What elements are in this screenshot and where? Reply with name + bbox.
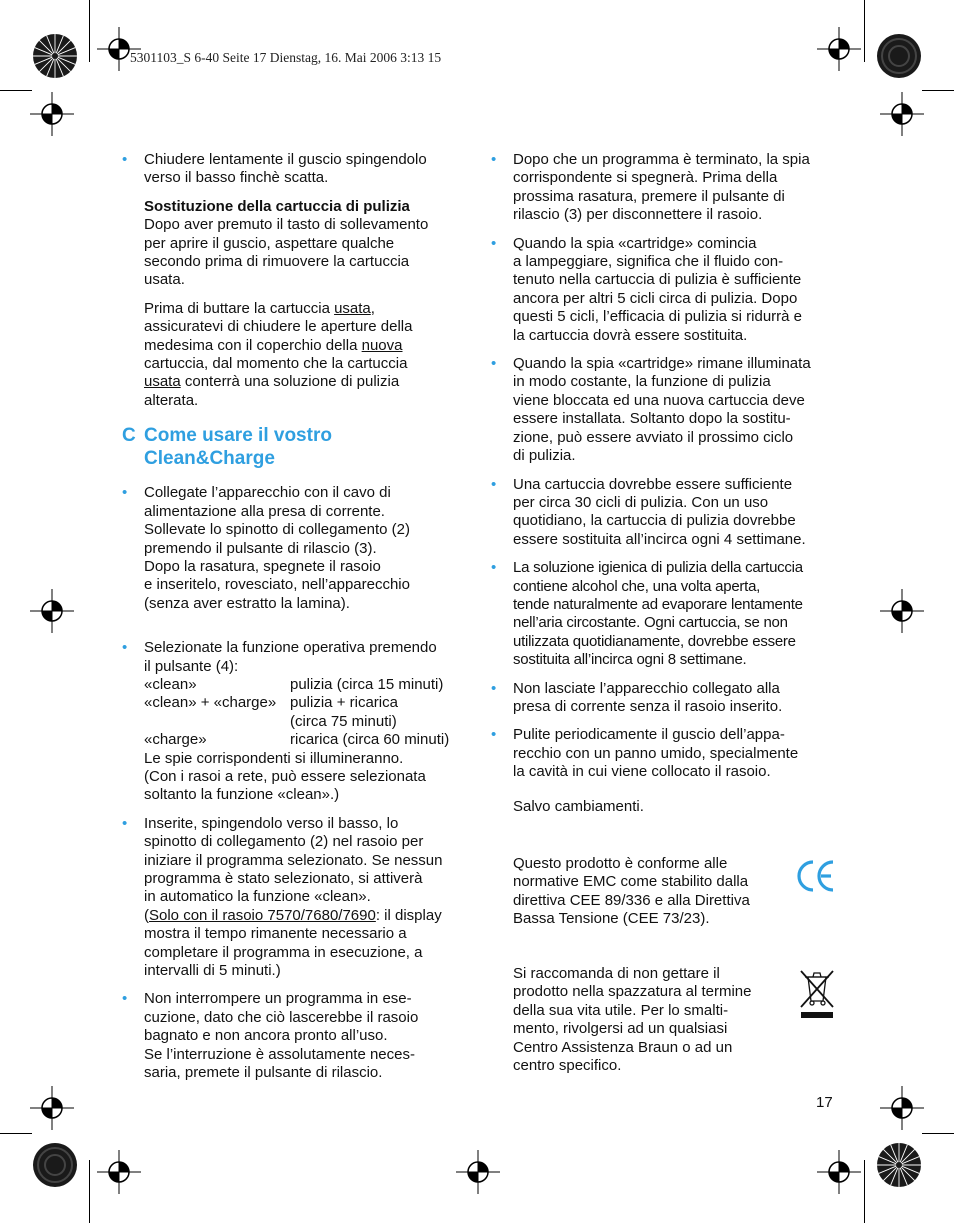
text-line: tenuto nella cartuccia di pulizia è sufficiente	[513, 271, 802, 289]
list-item	[122, 815, 467, 981]
text-line: cartuccia, dal momento che la cartuccia	[144, 355, 408, 373]
list-item	[491, 476, 836, 550]
registration-mark-icon	[97, 27, 141, 71]
text-line: intervalli di 5 minuti.)	[144, 962, 281, 980]
text-line: mento, rivolgersi ad un qualsiasi	[513, 1020, 728, 1038]
text-line: Dopo aver premuto il tasto di sollevamento	[144, 216, 429, 234]
text-line: Centro Assistenza Braun o ad un	[513, 1038, 733, 1056]
list-item	[491, 726, 836, 781]
text-line: alterata.	[144, 391, 199, 409]
text-line: Le spie corrispondenti si illumineranno.	[144, 749, 404, 767]
option-row	[144, 694, 467, 712]
bullet-icon: •	[122, 639, 128, 657]
text-line: nell’aria circostante. Ogni cartuccia, se non	[513, 614, 788, 632]
text-span: ,	[370, 299, 375, 317]
underlined-phrase: Solo con il rasoio 7570/7680/7690	[149, 906, 376, 924]
list-item	[491, 235, 836, 345]
text-line: Se l’interruzione è assolutamente neces-	[144, 1045, 415, 1063]
option-row	[144, 731, 467, 749]
list-item	[122, 639, 467, 805]
registration-mark-icon	[817, 27, 861, 71]
text-span: : il display	[375, 906, 442, 924]
bullet-icon: •	[491, 726, 497, 744]
text-line: utilizzata quotidianamente, dovrebbe essere	[513, 632, 796, 650]
text-line: sostituita all’incirca ogni 8 settimane.	[513, 651, 747, 669]
text-line: iniziare il programma selezionato. Se nessun	[144, 851, 443, 869]
text-line: e inseritelo, rovesciato, nell’apparecchio	[144, 576, 410, 594]
option-value: pulizia + ricarica	[290, 694, 398, 712]
registration-mark-icon	[97, 1150, 141, 1194]
text-line: (Con i rasoi a rete, può essere selezionata	[144, 767, 426, 785]
text-line: per circa 30 cicli di pulizia. Con un uso	[513, 493, 769, 511]
bullet-icon: •	[491, 475, 497, 493]
text-line: presa di corrente senza il rasoio inserito.	[513, 697, 783, 715]
text-line	[144, 907, 467, 925]
text-line: verso il basso finchè scatta.	[144, 169, 329, 187]
text-line: della sua vita utile. Per lo smalti-	[513, 1001, 729, 1019]
print-header: 5301103_S 6-40 Seite 17 Dienstag, 16. Mai 2006 3:13 15	[130, 50, 442, 65]
option-value: (circa 75 minuti)	[290, 712, 397, 730]
registration-mark-icon	[880, 589, 924, 633]
note-block	[491, 965, 836, 1075]
section-letter: C	[122, 425, 136, 447]
underlined-word: usata	[334, 299, 371, 317]
registration-mark-icon	[30, 1086, 74, 1130]
starburst-target-icon	[32, 33, 78, 79]
text-line: bagnato e non ancora pronto all’uso.	[144, 1027, 388, 1045]
text-line: premendo il pulsante di rilascio (3).	[144, 539, 377, 557]
text-span: Prima di buttare la cartuccia	[144, 299, 335, 317]
crop-line	[89, 1160, 90, 1223]
text-line: Si raccomanda di non gettare il	[513, 965, 720, 982]
text-line: Quando la spia «cartridge» comincia	[513, 234, 757, 252]
crop-line	[89, 0, 90, 62]
option-key: «charge»	[144, 731, 207, 749]
option-row	[144, 713, 467, 731]
text-span: medesima con il coperchio della	[144, 336, 362, 354]
text-line	[144, 373, 467, 391]
text-line: alimentazione alla presa di corrente.	[144, 502, 385, 520]
registration-mark-icon	[30, 589, 74, 633]
note-block	[491, 855, 836, 929]
starburst-target-icon	[876, 1142, 922, 1188]
text-line: usata.	[144, 271, 185, 289]
text-line: zione, può essere avviato il prossimo ciclo	[513, 428, 794, 446]
text-line: Bassa Tensione (CEE 73/23).	[513, 910, 710, 928]
disclaimer	[491, 798, 836, 816]
registration-mark-icon	[30, 92, 74, 136]
right-column	[491, 151, 836, 826]
text-line: essere sostituita all’incirca ogni 4 settimane.	[513, 530, 806, 548]
text-line: secondo prima di rimuovere la cartuccia	[144, 253, 410, 271]
list-item	[491, 559, 836, 669]
ce-mark-icon	[796, 858, 836, 894]
text-line: Pulite periodicamente il guscio dell’appa-	[513, 726, 785, 744]
page-number: 17	[816, 1094, 833, 1111]
underlined-word: usata	[144, 373, 181, 391]
option-key: «clean» + «charge»	[144, 694, 277, 712]
weee-notice	[491, 965, 836, 1075]
registration-mark-icon	[817, 1150, 861, 1194]
registration-mark-icon	[456, 1150, 500, 1194]
text-line: tende naturalmente ad evaporare lentamente	[513, 595, 803, 613]
text-line: a lampeggiare, significa che il fluido con-	[513, 253, 784, 271]
bullet-icon: •	[122, 814, 128, 832]
crossed-bin-icon	[797, 967, 837, 1021]
underlined-word: nuova	[361, 336, 403, 354]
note-text	[513, 965, 793, 1075]
text-line: quotidiano, la cartuccia di pulizia dovrebbe	[513, 512, 796, 530]
text-line: Dopo la rasatura, spegnete il rasoio	[144, 557, 381, 575]
starburst-target-icon	[876, 33, 922, 79]
bullet-icon: •	[491, 679, 497, 697]
text-line: Non interrompere un programma in ese-	[144, 990, 412, 1008]
text-line: recchio con un panno umido, specialmente	[513, 744, 799, 762]
list-item	[122, 484, 467, 613]
text-line: Selezionate la funzione operativa premendo	[144, 639, 437, 657]
text-line: La soluzione igienica di pulizia della cartuccia	[513, 559, 803, 577]
option-key: «clean»	[144, 675, 197, 693]
text-line: Chiudere lentamente il guscio spingendolo	[144, 151, 427, 168]
text-line: viene bloccata ed una nuova cartuccia deve	[513, 391, 805, 409]
text-line: Dopo che un programma è terminato, la spia	[513, 151, 810, 168]
text-line: per aprire il guscio, aspettare qualche	[144, 234, 395, 252]
text-line: ancora per altri 5 cicli circa di pulizia. Dopo	[513, 289, 798, 307]
text-line: in automatico la funzione «clean».	[144, 888, 371, 906]
subheading: Sostituzione della cartuccia di pulizia	[144, 197, 410, 215]
section-title-line: Come usare il vostro	[144, 425, 332, 447]
list-item	[491, 151, 836, 225]
text-line: normative EMC come stabilito dalla	[513, 873, 749, 891]
text-span: conterrà una soluzione di pulizia	[180, 373, 400, 391]
ce-notice	[491, 855, 836, 929]
list-item	[122, 990, 467, 1082]
section-heading	[122, 424, 467, 470]
starburst-target-icon	[32, 1142, 78, 1188]
bullet-icon: •	[122, 151, 128, 168]
text-line: soltanto la funzione «clean».)	[144, 786, 340, 804]
left-column	[122, 151, 467, 1092]
text-line: mostra il tempo rimanente necessario a	[144, 925, 407, 943]
bullet-icon: •	[491, 559, 497, 577]
crop-line	[922, 90, 954, 91]
section-title-line: Clean&Charge	[144, 448, 275, 470]
crop-line	[0, 1133, 32, 1134]
list-item	[122, 151, 467, 188]
text-line: Salvo cambiamenti.	[513, 797, 644, 815]
crop-line	[0, 90, 32, 91]
bullet-icon: •	[122, 484, 128, 502]
text-line: (senza aver estratto la lamina).	[144, 594, 350, 612]
text-span: (	[144, 906, 149, 924]
text-line: il pulsante (4):	[144, 657, 239, 675]
option-value: pulizia (circa 15 minuti)	[290, 675, 444, 693]
dispose-paragraph	[122, 300, 467, 410]
text-line: Sollevate lo spinotto di collegamento (2)	[144, 521, 410, 539]
crop-line	[922, 1133, 954, 1134]
text-line: rilascio (3) per disconnettere il rasoio.	[513, 206, 763, 224]
text-line: corrispondente si spegnerà. Prima della	[513, 169, 778, 187]
text-line: prodotto nella spazzatura al termine	[513, 983, 752, 1001]
replace-paragraph	[122, 198, 467, 290]
text-line	[144, 337, 467, 355]
option-row	[144, 676, 467, 694]
bullet-icon: •	[491, 151, 497, 168]
text-line: Questo prodotto è conforme alle	[513, 855, 728, 872]
text-line: questi 5 cicli, l’efficacia di pulizia si ridurrà e	[513, 308, 803, 326]
text-line: in modo costante, la funzione di pulizia	[513, 373, 771, 391]
text-line: completare il programma in esecuzione, a	[144, 943, 423, 961]
text-line: saria, premete il pulsante di rilascio.	[144, 1064, 383, 1082]
text-line: di pulizia.	[513, 447, 576, 465]
registration-mark-icon	[880, 92, 924, 136]
text-line: la cavità in cui viene collocato il rasoio.	[513, 763, 771, 781]
text-line: essere installata. Soltanto dopo la sostitu-	[513, 410, 791, 428]
text-line: prossima rasatura, premere il pulsante di	[513, 187, 785, 205]
text-line: direttiva CEE 89/336 e alla Direttiva	[513, 891, 750, 909]
registration-mark-icon	[880, 1086, 924, 1130]
text-line	[144, 300, 467, 318]
text-line: cuzione, dato che ciò lascerebbe il rasoio	[144, 1008, 419, 1026]
text-line: programma è stato selezionato, si attiverà	[144, 870, 423, 887]
text-line: Quando la spia «cartridge» rimane illuminata	[513, 355, 811, 373]
text-line: centro specifico.	[513, 1057, 622, 1075]
crop-line	[864, 1160, 865, 1223]
text-line: assicuratevi di chiudere le aperture della	[144, 318, 413, 336]
list-item	[491, 355, 836, 465]
bullet-icon: •	[122, 990, 128, 1008]
spacer	[122, 623, 467, 639]
text-line: Non lasciate l’apparecchio collegato alla	[513, 679, 780, 697]
text-line: contiene alcohol che, una volta aperta,	[513, 577, 761, 595]
text-line: Collegate l’apparecchio con il cavo di	[144, 484, 391, 502]
list-item	[491, 680, 836, 717]
text-line: la cartuccia dovrà essere sostituita.	[513, 326, 748, 344]
option-key	[144, 713, 290, 731]
crop-line	[864, 0, 865, 62]
bullet-icon: •	[491, 234, 497, 252]
option-value: ricarica (circa 60 minuti)	[290, 731, 450, 749]
text-line: spinotto di collegamento (2) nel rasoio per	[144, 833, 424, 851]
text-line: Una cartuccia dovrebbe essere sufficiente	[513, 475, 793, 493]
note-text	[513, 855, 793, 929]
bullet-icon: •	[491, 355, 497, 373]
text-line: Inserite, spingendolo verso il basso, lo	[144, 814, 399, 832]
